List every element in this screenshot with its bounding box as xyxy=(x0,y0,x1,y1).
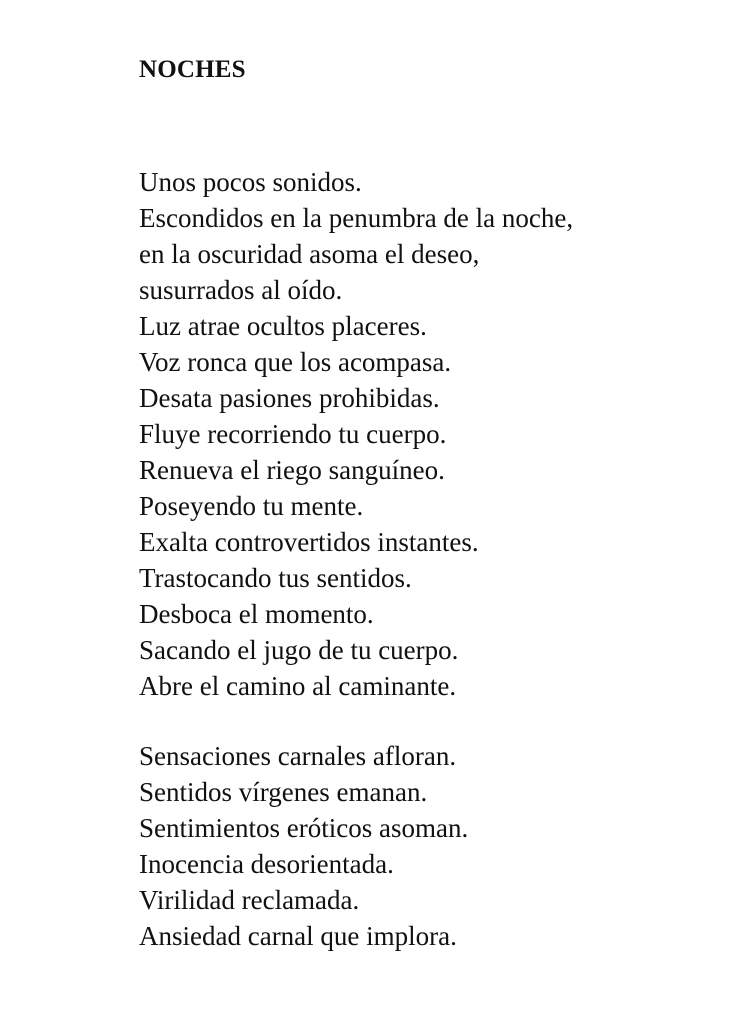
stanza-1 xyxy=(139,164,573,704)
verse-line: Ansiedad carnal que implora. xyxy=(139,921,457,951)
poem-title: NOCHES xyxy=(139,56,246,83)
verse-line: Sensaciones carnales afloran. xyxy=(139,741,457,771)
verse-line: Sentidos vírgenes emanan. xyxy=(139,777,428,807)
verse-line: Escondidos en la penumbra de la noche, xyxy=(139,203,574,233)
verse-line: Desata pasiones prohibidas. xyxy=(139,383,440,413)
verse-line: en la oscuridad asoma el deseo, xyxy=(139,239,480,269)
verse-line: Trastocando tus sentidos. xyxy=(139,563,412,593)
verse-line: Inocencia desorientada. xyxy=(139,849,394,879)
verse-line: Abre el camino al caminante. xyxy=(139,671,457,701)
verse-line: Voz ronca que los acompasa. xyxy=(139,347,452,377)
verse-line: Unos pocos sonidos. xyxy=(139,167,362,197)
verse-line: Luz atrae ocultos placeres. xyxy=(139,311,427,341)
verse-line: Desboca el momento. xyxy=(139,599,374,629)
verse-line: Virilidad reclamada. xyxy=(139,885,360,915)
verse-line: susurrados al oído. xyxy=(139,275,343,305)
verse-line: Poseyendo tu mente. xyxy=(139,491,364,521)
verse-line: Sentimientos eróticos asoman. xyxy=(139,813,469,843)
stanza-2 xyxy=(139,738,468,954)
verse-line: Exalta controvertidos instantes. xyxy=(139,527,479,557)
verse-line: Renueva el riego sanguíneo. xyxy=(139,455,445,485)
verse-line: Sacando el jugo de tu cuerpo. xyxy=(139,635,459,665)
verse-line: Fluye recorriendo tu cuerpo. xyxy=(139,419,447,449)
